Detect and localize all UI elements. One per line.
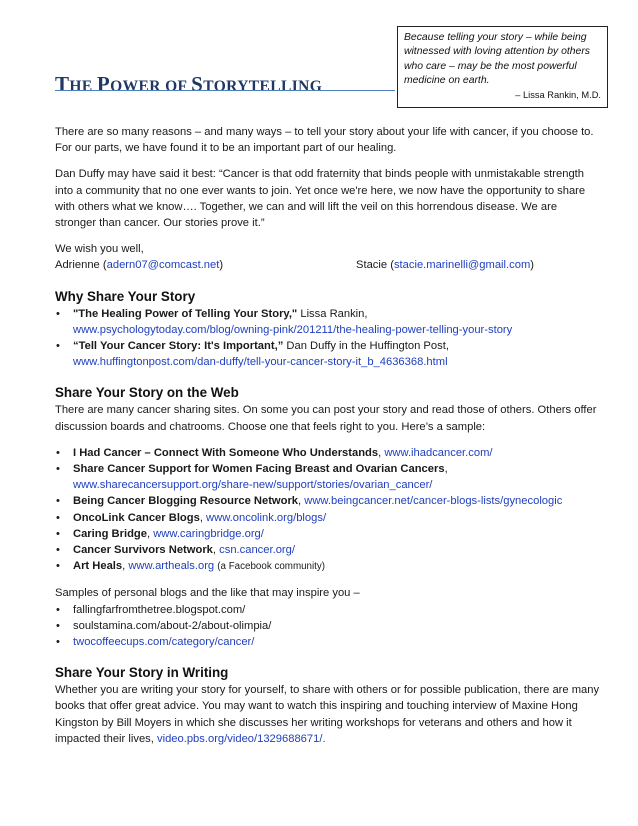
site-title: Being Cancer Blogging Resource Network [73, 495, 299, 508]
why-list [55, 306, 600, 371]
blog-url: fallingfarfromthetree.blogspot.com/ [73, 603, 246, 616]
section-heading-writing: Share Your Story in Writing [55, 665, 229, 681]
signature-stacie [356, 257, 534, 273]
list-item: • Art Heals, www.artheals.org (a Facebook community) [55, 558, 600, 575]
list-item [55, 306, 600, 338]
list-item [55, 602, 600, 618]
quote-box [397, 26, 608, 108]
site-link[interactable]: www.caringbridge.org/ [153, 527, 264, 540]
writing-text: Whether you are writing your story for yourself, to share with others or for possible publication, there are many books that offer great advice. You may want to watch this inspiring and touching interview of Maxine Hong Kingston by Bill Moyers in which she discusses her writing workshops for veterans and others and how it impacted their lives, [55, 684, 600, 745]
item-title: "The Healing Power of Telling Your Story," [73, 307, 298, 320]
title-part: OWER OF [110, 78, 192, 95]
signature-adrienne [55, 259, 223, 271]
site-link[interactable]: www.artheals.org [128, 560, 215, 573]
email-link-stacie[interactable]: stacie.marinelli@gmail.com [393, 259, 531, 272]
item-desc: Dan Duffy in the Huffington Post, [283, 340, 449, 353]
blogs-intro: Samples of personal blogs and the like that may inspire you – [55, 587, 360, 600]
video-link[interactable]: video.pbs.org/video/1329688671/. [156, 732, 326, 745]
signature-name: Stacie ( [356, 259, 394, 272]
title-part: S [191, 72, 204, 96]
site-title: I Had Cancer – Connect With Someone Who Understands [73, 446, 379, 459]
item-desc: Lissa Rankin, [297, 307, 368, 320]
list-item: • Being Cancer Blogging Resource Network, www.beingcancer.net/cancer-blogs-lists/gynecologic [55, 493, 600, 509]
list-item: • Cancer Survivors Network, csn.cancer.org/ [55, 542, 600, 558]
signature-name: Adrienne ( [55, 259, 107, 272]
site-title: Caring Bridge [73, 527, 147, 540]
site-title: Cancer Survivors Network [73, 544, 213, 557]
quote-paragraph: Dan Duffy may have said it best: “Cancer is that odd fraternity that binds people with unmistakable strength into a community that no one ever wants to join. Yet once we're here, we now have the opportunity to share with others what we know…. Together, we can and will lift the veil on this horrendous disease. We are stronger than cancer. Our stories prove it.” [55, 168, 586, 230]
site-link[interactable]: www.beingcancer.net/cancer-blogs-lists/gynecologic [304, 495, 563, 508]
document-body [55, 124, 600, 747]
blogs-list [55, 602, 600, 651]
item-title: “Tell Your Cancer Story: It's Important,” [73, 340, 284, 353]
signature-paren: ) [219, 259, 224, 272]
blog-url: soulstamina.com/about-2/about-olimpia/ [73, 619, 272, 632]
site-title: OncoLink Cancer Blogs [73, 511, 200, 524]
title-underline [55, 90, 395, 91]
title-part: HE [69, 78, 97, 95]
list-item [55, 618, 600, 634]
site-link[interactable]: www.sharecancersupport.org/share-new/support/stories/ovarian_cancer/ [73, 479, 433, 492]
page-title [55, 62, 322, 99]
resource-link[interactable]: www.huffingtonpost.com/dan-duffy/tell-your-cancer-story-it_b_4636368.html [73, 356, 448, 369]
site-title: Share Cancer Support for Women Facing Breast and Ovarian Cancers [73, 463, 445, 476]
site-link[interactable]: www.ihadcancer.com/ [384, 446, 493, 459]
blog-link[interactable]: twocoffeecups.com/category/cancer/ [73, 636, 255, 649]
site-link[interactable]: csn.cancer.org/ [219, 544, 295, 557]
title-part: T [55, 72, 70, 96]
writing-paragraph [55, 682, 600, 747]
title-part: TORYTELLING [203, 78, 323, 95]
list-item: • I Had Cancer – Connect With Someone Who Understands, www.ihadcancer.com/ [55, 445, 600, 461]
signature-paren: ) [530, 259, 534, 272]
list-item [55, 634, 600, 650]
resource-link[interactable]: www.psychologytoday.com/blog/owning-pink/201211/the-healing-power-telling-your-story [73, 323, 513, 336]
quote-attribution: – Lissa Rankin, M.D. [515, 90, 601, 101]
section-heading-why: Why Share Your Story [55, 288, 196, 304]
list-item [55, 338, 600, 370]
web-intro: There are many cancer sharing sites. On some you can post your story and read those of others. Others offer discussion boards and chatrooms. Choose one that feels right to you. Here’s a sample: [55, 404, 597, 433]
list-item: • OncoLink Cancer Blogs, www.oncolink.org/blogs/ [55, 510, 600, 526]
quote-text: Because telling your story – while being witnessed with loving attention by others who care – may be the most powerful medicine on earth. [404, 32, 590, 86]
signature-row [55, 257, 600, 273]
title-part: P [96, 72, 111, 96]
intro-paragraph: There are so many reasons – and many ways – to tell your story about your life with cancer, if you choose to. For our parts, we have found it to be an important part of our healing. [55, 126, 594, 155]
site-title: Art Heals [73, 560, 123, 573]
web-sites-list [55, 445, 600, 576]
closing-line: We wish you well, [55, 243, 144, 256]
email-link-adrienne[interactable]: adern07@comcast.net [106, 259, 220, 272]
list-item: • Caring Bridge, www.caringbridge.org/ [55, 526, 600, 542]
list-item: • Share Cancer Support for Women Facing Breast and Ovarian Cancers, www.sharecancersupport.org/share-new/support/stories/ovarian_cancer/ [55, 461, 600, 493]
site-note: (a Facebook community) [217, 561, 326, 573]
site-link[interactable]: www.oncolink.org/blogs/ [206, 511, 327, 524]
section-heading-web: Share Your Story on the Web [55, 385, 239, 401]
